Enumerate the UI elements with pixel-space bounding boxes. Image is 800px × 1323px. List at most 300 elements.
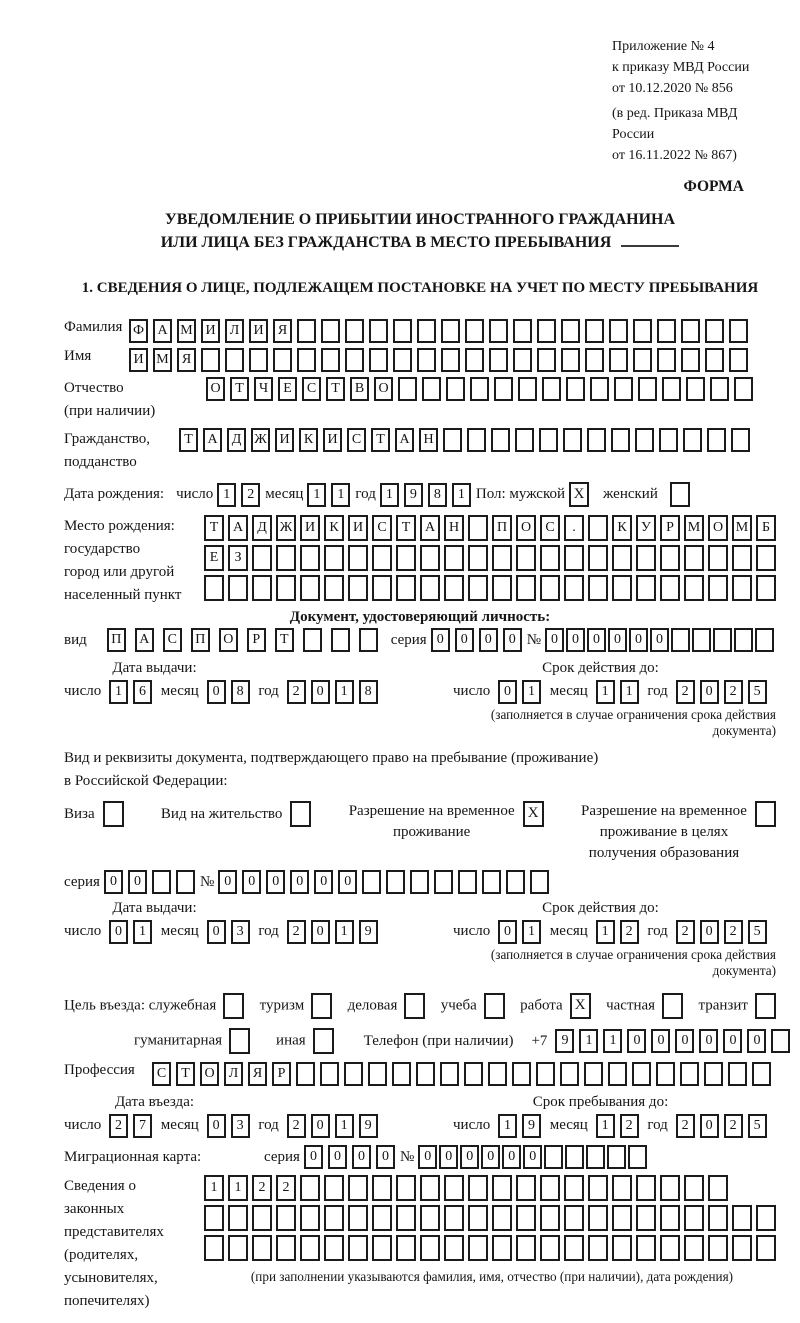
- char-cell[interactable]: [252, 575, 272, 601]
- char-cell[interactable]: Р: [272, 1062, 291, 1086]
- char-cell[interactable]: [417, 348, 436, 372]
- char-cell[interactable]: [656, 1062, 675, 1086]
- char-cell[interactable]: [372, 575, 392, 601]
- char-cell[interactable]: [345, 319, 364, 343]
- char-cell[interactable]: [252, 1205, 272, 1231]
- char-cell[interactable]: 8: [428, 483, 447, 507]
- char-cell[interactable]: 1: [335, 920, 354, 944]
- char-cell[interactable]: [588, 1175, 608, 1201]
- temp-residence-checkbox[interactable]: X: [523, 801, 544, 827]
- char-cell[interactable]: 0: [700, 680, 719, 704]
- char-cell[interactable]: 1: [596, 1114, 615, 1138]
- char-cell[interactable]: 0: [479, 628, 498, 652]
- char-cell[interactable]: [636, 575, 656, 601]
- char-cell[interactable]: [516, 1175, 536, 1201]
- char-cell[interactable]: [489, 348, 508, 372]
- char-cell[interactable]: 2: [252, 1175, 272, 1201]
- char-cell[interactable]: 1: [109, 680, 128, 704]
- char-cell[interactable]: [636, 1205, 656, 1231]
- char-cell[interactable]: [681, 319, 700, 343]
- char-cell[interactable]: [636, 545, 656, 571]
- char-cell[interactable]: У: [636, 515, 656, 541]
- char-cell[interactable]: [512, 1062, 531, 1086]
- char-cell[interactable]: М: [177, 319, 196, 343]
- char-cell[interactable]: [276, 545, 296, 571]
- char-cell[interactable]: [518, 377, 537, 401]
- char-cell[interactable]: [612, 1175, 632, 1201]
- char-cell[interactable]: [683, 428, 702, 452]
- char-cell[interactable]: [444, 545, 464, 571]
- char-cell[interactable]: [482, 870, 501, 894]
- char-cell[interactable]: [386, 870, 405, 894]
- char-cell[interactable]: И: [129, 348, 148, 372]
- char-cell[interactable]: [362, 870, 381, 894]
- char-cell[interactable]: [468, 1205, 488, 1231]
- char-cell[interactable]: [713, 628, 732, 652]
- char-cell[interactable]: [734, 628, 753, 652]
- char-cell[interactable]: Т: [230, 377, 249, 401]
- char-cell[interactable]: 1: [603, 1029, 622, 1053]
- char-cell[interactable]: 0: [723, 1029, 742, 1053]
- sex-female-checkbox[interactable]: [670, 482, 690, 507]
- char-cell[interactable]: [348, 1175, 368, 1201]
- char-cell[interactable]: 0: [651, 1029, 670, 1053]
- char-cell[interactable]: И: [348, 515, 368, 541]
- char-cell[interactable]: [320, 1062, 339, 1086]
- char-cell[interactable]: А: [228, 515, 248, 541]
- char-cell[interactable]: [756, 1235, 776, 1261]
- char-cell[interactable]: [434, 870, 453, 894]
- char-cell[interactable]: [684, 1175, 704, 1201]
- char-cell[interactable]: Л: [225, 319, 244, 343]
- char-cell[interactable]: [708, 1235, 728, 1261]
- char-cell[interactable]: 0: [207, 920, 226, 944]
- char-cell[interactable]: 2: [676, 920, 695, 944]
- char-cell[interactable]: Д: [227, 428, 246, 452]
- char-cell[interactable]: Д: [252, 515, 272, 541]
- char-cell[interactable]: М: [732, 515, 752, 541]
- char-cell[interactable]: [417, 319, 436, 343]
- char-cell[interactable]: [671, 628, 690, 652]
- char-cell[interactable]: [468, 1235, 488, 1261]
- char-cell[interactable]: [276, 1205, 296, 1231]
- char-cell[interactable]: М: [153, 348, 172, 372]
- char-cell[interactable]: Л: [224, 1062, 243, 1086]
- char-cell[interactable]: 0: [498, 920, 517, 944]
- char-cell[interactable]: [468, 515, 488, 541]
- char-cell[interactable]: 1: [522, 680, 541, 704]
- char-cell[interactable]: 1: [335, 680, 354, 704]
- char-cell[interactable]: 6: [133, 680, 152, 704]
- char-cell[interactable]: [398, 377, 417, 401]
- char-cell[interactable]: [276, 1235, 296, 1261]
- char-cell[interactable]: [420, 575, 440, 601]
- char-cell[interactable]: 0: [311, 1114, 330, 1138]
- char-cell[interactable]: [684, 545, 704, 571]
- char-cell[interactable]: 7: [133, 1114, 152, 1138]
- char-cell[interactable]: [638, 377, 657, 401]
- char-cell[interactable]: 9: [555, 1029, 574, 1053]
- purpose-official-checkbox[interactable]: [223, 993, 244, 1019]
- char-cell[interactable]: [540, 575, 560, 601]
- char-cell[interactable]: [204, 575, 224, 601]
- char-cell[interactable]: С: [163, 628, 182, 652]
- char-cell[interactable]: О: [374, 377, 393, 401]
- char-cell[interactable]: [708, 545, 728, 571]
- char-cell[interactable]: [410, 870, 429, 894]
- char-cell[interactable]: 0: [503, 628, 522, 652]
- char-cell[interactable]: А: [203, 428, 222, 452]
- char-cell[interactable]: 9: [359, 1114, 378, 1138]
- char-cell[interactable]: 9: [522, 1114, 541, 1138]
- char-cell[interactable]: [321, 319, 340, 343]
- char-cell[interactable]: [560, 1062, 579, 1086]
- char-cell[interactable]: [686, 377, 705, 401]
- char-cell[interactable]: 0: [352, 1145, 371, 1169]
- char-cell[interactable]: И: [323, 428, 342, 452]
- char-cell[interactable]: [564, 545, 584, 571]
- char-cell[interactable]: [585, 348, 604, 372]
- char-cell[interactable]: [321, 348, 340, 372]
- char-cell[interactable]: [348, 1235, 368, 1261]
- char-cell[interactable]: 0: [207, 680, 226, 704]
- char-cell[interactable]: [609, 348, 628, 372]
- char-cell[interactable]: 0: [608, 628, 627, 652]
- char-cell[interactable]: О: [206, 377, 225, 401]
- char-cell[interactable]: 0: [314, 870, 333, 894]
- char-cell[interactable]: [372, 1235, 392, 1261]
- char-cell[interactable]: 1: [380, 483, 399, 507]
- char-cell[interactable]: [396, 1235, 416, 1261]
- char-cell[interactable]: 0: [498, 680, 517, 704]
- temp-edu-checkbox[interactable]: [755, 801, 776, 827]
- char-cell[interactable]: [300, 1175, 320, 1201]
- visa-checkbox[interactable]: [103, 801, 124, 827]
- char-cell[interactable]: [228, 1205, 248, 1231]
- char-cell[interactable]: [537, 319, 556, 343]
- char-cell[interactable]: [297, 319, 316, 343]
- char-cell[interactable]: [681, 348, 700, 372]
- char-cell[interactable]: [513, 348, 532, 372]
- char-cell[interactable]: [348, 545, 368, 571]
- char-cell[interactable]: О: [516, 515, 536, 541]
- char-cell[interactable]: [710, 377, 729, 401]
- char-cell[interactable]: 1: [335, 1114, 354, 1138]
- char-cell[interactable]: 0: [242, 870, 261, 894]
- purpose-transit-checkbox[interactable]: [755, 993, 776, 1019]
- char-cell[interactable]: [204, 1235, 224, 1261]
- char-cell[interactable]: [608, 1062, 627, 1086]
- char-cell[interactable]: [440, 1062, 459, 1086]
- char-cell[interactable]: [612, 545, 632, 571]
- char-cell[interactable]: [588, 515, 608, 541]
- char-cell[interactable]: 2: [724, 1114, 743, 1138]
- char-cell[interactable]: [392, 1062, 411, 1086]
- char-cell[interactable]: К: [324, 515, 344, 541]
- char-cell[interactable]: 0: [545, 628, 564, 652]
- char-cell[interactable]: С: [540, 515, 560, 541]
- char-cell[interactable]: [732, 575, 752, 601]
- char-cell[interactable]: [444, 1175, 464, 1201]
- char-cell[interactable]: 0: [218, 870, 237, 894]
- char-cell[interactable]: 1: [498, 1114, 517, 1138]
- char-cell[interactable]: [228, 1235, 248, 1261]
- char-cell[interactable]: [684, 1205, 704, 1231]
- char-cell[interactable]: 0: [431, 628, 450, 652]
- char-cell[interactable]: [396, 545, 416, 571]
- char-cell[interactable]: 0: [207, 1114, 226, 1138]
- char-cell[interactable]: 0: [266, 870, 285, 894]
- char-cell[interactable]: [300, 545, 320, 571]
- char-cell[interactable]: [662, 377, 681, 401]
- char-cell[interactable]: 0: [109, 920, 128, 944]
- char-cell[interactable]: 0: [338, 870, 357, 894]
- char-cell[interactable]: [540, 1235, 560, 1261]
- char-cell[interactable]: 1: [452, 483, 471, 507]
- char-cell[interactable]: И: [300, 515, 320, 541]
- char-cell[interactable]: [539, 428, 558, 452]
- char-cell[interactable]: [584, 1062, 603, 1086]
- char-cell[interactable]: 1: [217, 483, 236, 507]
- char-cell[interactable]: [660, 1235, 680, 1261]
- char-cell[interactable]: [566, 377, 585, 401]
- char-cell[interactable]: [420, 545, 440, 571]
- char-cell[interactable]: [300, 1235, 320, 1261]
- char-cell[interactable]: [684, 575, 704, 601]
- char-cell[interactable]: Ч: [254, 377, 273, 401]
- char-cell[interactable]: П: [492, 515, 512, 541]
- char-cell[interactable]: Р: [660, 515, 680, 541]
- char-cell[interactable]: [492, 575, 512, 601]
- char-cell[interactable]: [756, 1205, 776, 1231]
- char-cell[interactable]: [628, 1145, 647, 1169]
- char-cell[interactable]: [586, 1145, 605, 1169]
- char-cell[interactable]: [458, 870, 477, 894]
- char-cell[interactable]: [705, 319, 724, 343]
- char-cell[interactable]: 5: [748, 920, 767, 944]
- char-cell[interactable]: 3: [231, 1114, 250, 1138]
- char-cell[interactable]: [708, 575, 728, 601]
- purpose-work-checkbox[interactable]: X: [570, 993, 591, 1019]
- char-cell[interactable]: [204, 1205, 224, 1231]
- char-cell[interactable]: 1: [204, 1175, 224, 1201]
- char-cell[interactable]: [393, 319, 412, 343]
- char-cell[interactable]: С: [302, 377, 321, 401]
- char-cell[interactable]: [444, 575, 464, 601]
- char-cell[interactable]: Я: [177, 348, 196, 372]
- char-cell[interactable]: [660, 575, 680, 601]
- char-cell[interactable]: 8: [359, 680, 378, 704]
- char-cell[interactable]: [300, 1205, 320, 1231]
- char-cell[interactable]: [176, 870, 195, 894]
- char-cell[interactable]: [707, 428, 726, 452]
- char-cell[interactable]: [540, 1175, 560, 1201]
- char-cell[interactable]: [492, 1175, 512, 1201]
- char-cell[interactable]: [612, 575, 632, 601]
- char-cell[interactable]: [588, 545, 608, 571]
- char-cell[interactable]: [564, 1175, 584, 1201]
- char-cell[interactable]: [704, 1062, 723, 1086]
- char-cell[interactable]: [542, 377, 561, 401]
- char-cell[interactable]: [561, 319, 580, 343]
- char-cell[interactable]: [331, 628, 350, 652]
- char-cell[interactable]: 0: [587, 628, 606, 652]
- char-cell[interactable]: [708, 1205, 728, 1231]
- char-cell[interactable]: Е: [204, 545, 224, 571]
- char-cell[interactable]: П: [107, 628, 126, 652]
- char-cell[interactable]: [324, 1205, 344, 1231]
- char-cell[interactable]: 0: [460, 1145, 479, 1169]
- char-cell[interactable]: Т: [176, 1062, 195, 1086]
- char-cell[interactable]: [416, 1062, 435, 1086]
- char-cell[interactable]: [324, 1235, 344, 1261]
- char-cell[interactable]: 1: [579, 1029, 598, 1053]
- char-cell[interactable]: 2: [287, 680, 306, 704]
- char-cell[interactable]: [441, 348, 460, 372]
- char-cell[interactable]: [540, 1205, 560, 1231]
- char-cell[interactable]: [468, 1175, 488, 1201]
- char-cell[interactable]: [513, 319, 532, 343]
- char-cell[interactable]: [752, 1062, 771, 1086]
- char-cell[interactable]: [731, 428, 750, 452]
- char-cell[interactable]: 2: [109, 1114, 128, 1138]
- char-cell[interactable]: 2: [676, 680, 695, 704]
- char-cell[interactable]: Т: [396, 515, 416, 541]
- char-cell[interactable]: 2: [676, 1114, 695, 1138]
- char-cell[interactable]: [492, 1205, 512, 1231]
- char-cell[interactable]: [444, 1205, 464, 1231]
- purpose-tourism-checkbox[interactable]: [311, 993, 332, 1019]
- char-cell[interactable]: [516, 545, 536, 571]
- char-cell[interactable]: [705, 348, 724, 372]
- char-cell[interactable]: [396, 575, 416, 601]
- char-cell[interactable]: 0: [376, 1145, 395, 1169]
- char-cell[interactable]: Р: [247, 628, 266, 652]
- residence-permit-checkbox[interactable]: [290, 801, 311, 827]
- char-cell[interactable]: В: [350, 377, 369, 401]
- char-cell[interactable]: 0: [700, 920, 719, 944]
- char-cell[interactable]: Т: [179, 428, 198, 452]
- char-cell[interactable]: [420, 1175, 440, 1201]
- char-cell[interactable]: [609, 319, 628, 343]
- char-cell[interactable]: [590, 377, 609, 401]
- char-cell[interactable]: О: [708, 515, 728, 541]
- char-cell[interactable]: 0: [328, 1145, 347, 1169]
- char-cell[interactable]: [252, 545, 272, 571]
- char-cell[interactable]: 3: [231, 920, 250, 944]
- purpose-study-checkbox[interactable]: [484, 993, 505, 1019]
- char-cell[interactable]: [756, 575, 776, 601]
- char-cell[interactable]: [565, 1145, 584, 1169]
- char-cell[interactable]: И: [201, 319, 220, 343]
- char-cell[interactable]: 5: [748, 680, 767, 704]
- char-cell[interactable]: [708, 1175, 728, 1201]
- char-cell[interactable]: 0: [566, 628, 585, 652]
- char-cell[interactable]: [420, 1235, 440, 1261]
- char-cell[interactable]: [588, 1205, 608, 1231]
- char-cell[interactable]: Н: [419, 428, 438, 452]
- char-cell[interactable]: А: [420, 515, 440, 541]
- char-cell[interactable]: [152, 870, 171, 894]
- sex-male-checkbox[interactable]: X: [569, 482, 589, 507]
- char-cell[interactable]: [444, 1235, 464, 1261]
- char-cell[interactable]: 0: [523, 1145, 542, 1169]
- char-cell[interactable]: [494, 377, 513, 401]
- char-cell[interactable]: [348, 575, 368, 601]
- char-cell[interactable]: [660, 1175, 680, 1201]
- char-cell[interactable]: С: [152, 1062, 171, 1086]
- char-cell[interactable]: [372, 1205, 392, 1231]
- char-cell[interactable]: [585, 319, 604, 343]
- char-cell[interactable]: [345, 348, 364, 372]
- char-cell[interactable]: [492, 545, 512, 571]
- char-cell[interactable]: [491, 428, 510, 452]
- char-cell[interactable]: 0: [290, 870, 309, 894]
- char-cell[interactable]: [300, 575, 320, 601]
- char-cell[interactable]: Я: [273, 319, 292, 343]
- char-cell[interactable]: 1: [133, 920, 152, 944]
- char-cell[interactable]: 0: [304, 1145, 323, 1169]
- char-cell[interactable]: 0: [700, 1114, 719, 1138]
- char-cell[interactable]: Т: [326, 377, 345, 401]
- char-cell[interactable]: [587, 428, 606, 452]
- char-cell[interactable]: [588, 575, 608, 601]
- char-cell[interactable]: [564, 575, 584, 601]
- char-cell[interactable]: [633, 319, 652, 343]
- char-cell[interactable]: [729, 348, 748, 372]
- char-cell[interactable]: П: [191, 628, 210, 652]
- purpose-humanitarian-checkbox[interactable]: [229, 1028, 250, 1054]
- char-cell[interactable]: [536, 1062, 555, 1086]
- char-cell[interactable]: О: [200, 1062, 219, 1086]
- char-cell[interactable]: [692, 628, 711, 652]
- char-cell[interactable]: 2: [724, 680, 743, 704]
- char-cell[interactable]: 0: [481, 1145, 500, 1169]
- char-cell[interactable]: [633, 348, 652, 372]
- char-cell[interactable]: [324, 1175, 344, 1201]
- char-cell[interactable]: [732, 1235, 752, 1261]
- char-cell[interactable]: К: [612, 515, 632, 541]
- char-cell[interactable]: [249, 348, 268, 372]
- char-cell[interactable]: [657, 348, 676, 372]
- char-cell[interactable]: Ж: [276, 515, 296, 541]
- char-cell[interactable]: [614, 377, 633, 401]
- char-cell[interactable]: [303, 628, 322, 652]
- char-cell[interactable]: [636, 1175, 656, 1201]
- char-cell[interactable]: М: [684, 515, 704, 541]
- char-cell[interactable]: [659, 428, 678, 452]
- char-cell[interactable]: [446, 377, 465, 401]
- char-cell[interactable]: 2: [241, 483, 260, 507]
- char-cell[interactable]: А: [135, 628, 154, 652]
- char-cell[interactable]: [728, 1062, 747, 1086]
- char-cell[interactable]: [544, 1145, 563, 1169]
- char-cell[interactable]: [729, 319, 748, 343]
- char-cell[interactable]: 1: [596, 680, 615, 704]
- char-cell[interactable]: [297, 348, 316, 372]
- char-cell[interactable]: [564, 1235, 584, 1261]
- char-cell[interactable]: [369, 319, 388, 343]
- char-cell[interactable]: З: [228, 545, 248, 571]
- char-cell[interactable]: [564, 1205, 584, 1231]
- char-cell[interactable]: Б: [756, 515, 776, 541]
- char-cell[interactable]: Т: [204, 515, 224, 541]
- char-cell[interactable]: 1: [228, 1175, 248, 1201]
- char-cell[interactable]: 9: [359, 920, 378, 944]
- char-cell[interactable]: [422, 377, 441, 401]
- char-cell[interactable]: 2: [620, 920, 639, 944]
- char-cell[interactable]: 0: [418, 1145, 437, 1169]
